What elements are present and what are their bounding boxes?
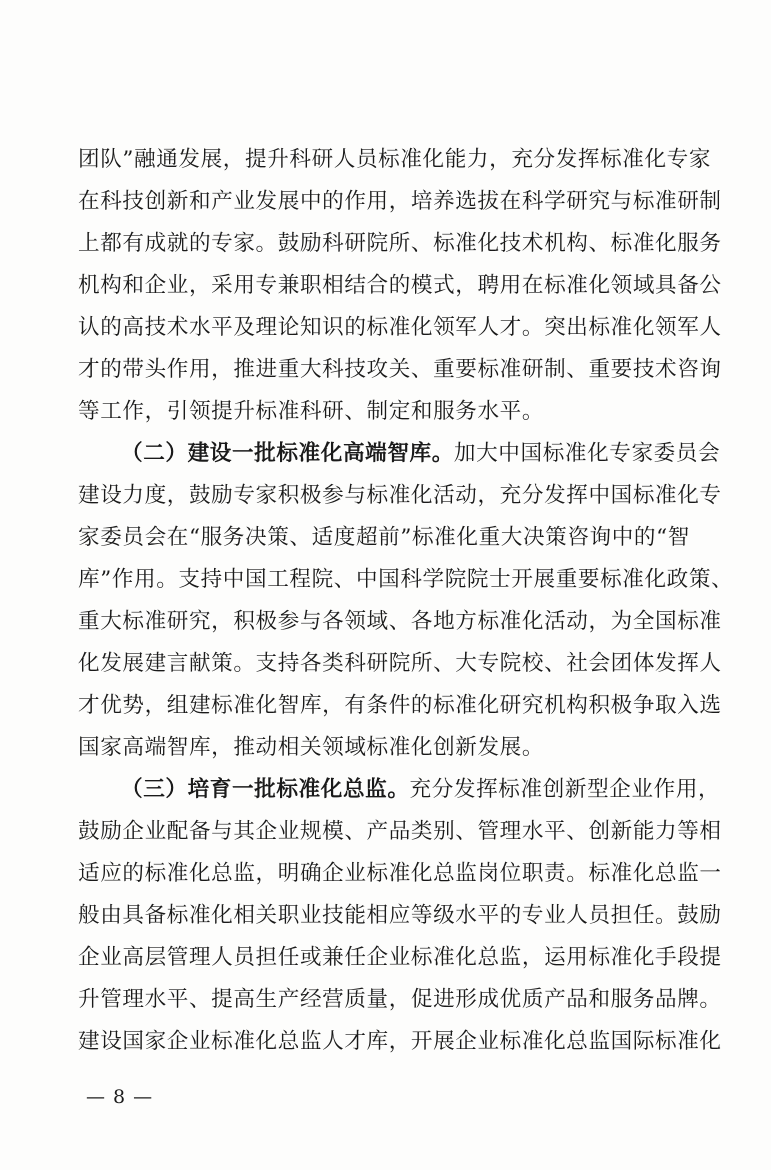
- line-text: 鼓励企业配备与其企业规模、产品类别、管理水平、创新能力等相: [78, 819, 722, 844]
- line-text: 在科技创新和产业发展中的作用，培养选拔在科学研究与标准研制: [78, 189, 722, 214]
- document-body: [78, 139, 734, 1063]
- text-line: [78, 895, 722, 937]
- line-text: 上都有成就的专家。鼓励科研院所、标准化技术机构、标准化服务: [78, 231, 722, 256]
- line-text: 般由具备标准化相关职业技能相应等级水平的专业人员担任。鼓励: [78, 903, 722, 928]
- text-line: [78, 139, 712, 181]
- line-text: 团队”融通发展，提升科研人员标准化能力，充分发挥标准化专家: [78, 147, 712, 172]
- section-heading: （二）建设一批标准化高端智库。: [121, 441, 454, 466]
- section-heading: （三）培育一批标准化总监。: [121, 777, 410, 802]
- text-line: [78, 937, 722, 979]
- line-text: 充分发挥标准创新型企业作用，: [409, 777, 721, 802]
- text-line: [78, 643, 722, 685]
- text-line: [78, 769, 721, 811]
- line-text: 化发展建言献策。支持各类科研院所、大专院校、社会团体发挥人: [78, 651, 722, 676]
- text-line: [78, 265, 722, 307]
- text-line: [78, 517, 703, 559]
- page-number: — 8 —: [86, 1086, 154, 1108]
- line-text: 机构和企业，采用专兼职相结合的模式，聘用在标准化领域具备公: [78, 273, 722, 298]
- text-line: [78, 349, 722, 391]
- text-line: [78, 601, 722, 643]
- text-line: [78, 433, 721, 475]
- text-line: [78, 811, 722, 853]
- line-text: 才的带头作用，推进重大科技攻关、重要标准研制、重要技术咨询: [78, 357, 722, 382]
- text-line: [78, 685, 722, 727]
- text-line: [78, 1021, 722, 1063]
- line-text: 企业高层管理人员担任或兼任企业标准化总监，运用标准化手段提: [78, 945, 722, 970]
- text-line: [78, 853, 722, 895]
- line-text: 加大中国标准化专家委员会: [453, 441, 721, 466]
- line-text: 重大标准研究，积极参与各领域、各地方标准化活动，为全国标准: [78, 609, 722, 634]
- text-line: [78, 223, 722, 265]
- text-line: [78, 307, 722, 349]
- line-text: 适应的标准化总监，明确企业标准化总监岗位职责。标准化总监一: [78, 861, 722, 886]
- line-text: 才优势，组建标准化智库，有条件的标准化研究机构积极争取入选: [78, 693, 722, 718]
- line-text: 国家高端智库，推动相关领域标准化创新发展。: [78, 735, 545, 760]
- line-text: 等工作，引领提升标准科研、制定和服务水平。: [78, 399, 545, 424]
- text-line: [78, 181, 722, 223]
- text-line: [78, 475, 722, 517]
- line-text: 家委员会在“服务决策、适度超前”标准化重大决策咨询中的“智: [78, 525, 690, 550]
- text-line: [78, 727, 703, 769]
- line-text: 库”作用。支持中国工程院、中国科学院院士开展重要标准化政策、: [78, 567, 734, 592]
- text-line: [78, 391, 703, 433]
- text-line: [78, 559, 734, 601]
- line-text: 建设力度，鼓励专家积极参与标准化活动，充分发挥中国标准化专: [78, 483, 722, 508]
- text-line: [78, 979, 722, 1021]
- line-text: 建设国家企业标准化总监人才库，开展企业标准化总监国际标准化: [78, 1029, 722, 1054]
- line-text: 升管理水平、提高生产经营质量，促进形成优质产品和服务品牌。: [78, 987, 722, 1012]
- line-text: 认的高技术水平及理论知识的标准化领军人才。突出标准化领军人: [78, 315, 722, 340]
